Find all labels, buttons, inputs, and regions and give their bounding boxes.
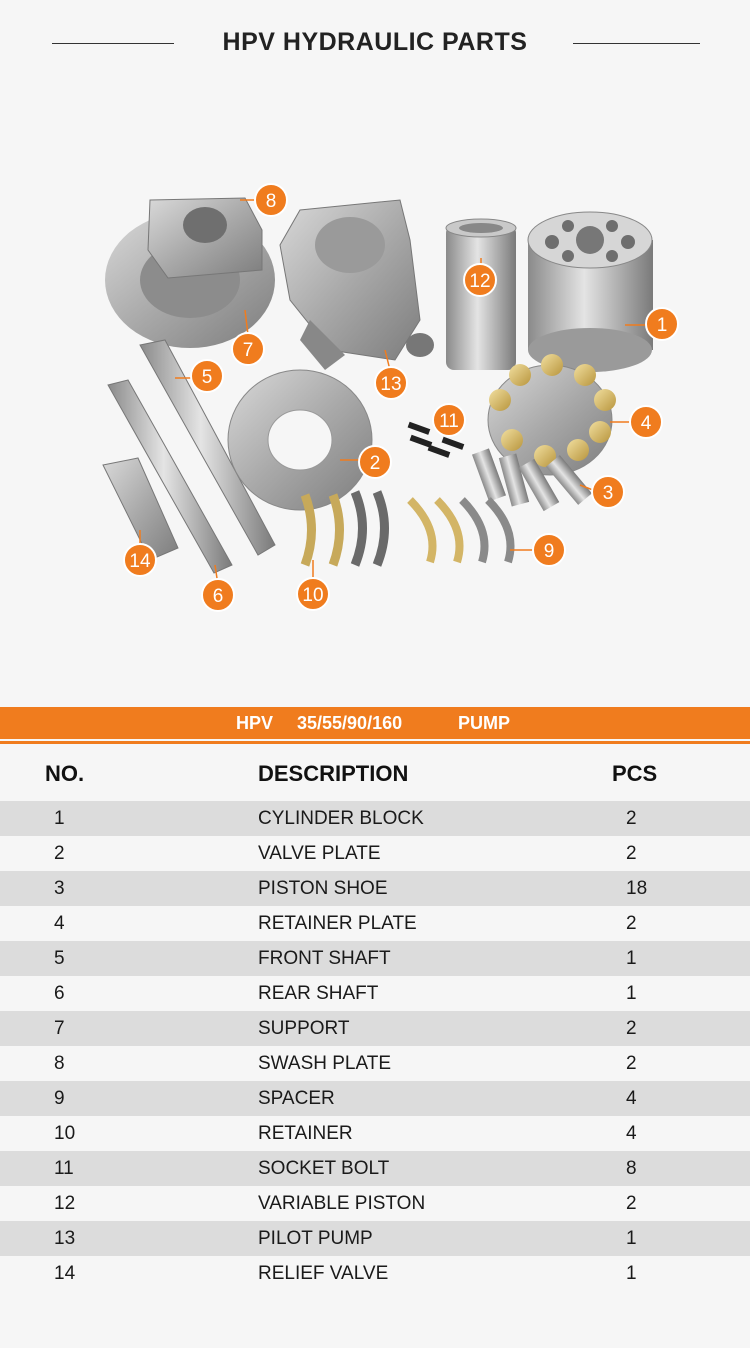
header-no: NO. xyxy=(45,761,85,786)
banner-type: PUMP xyxy=(458,713,511,733)
cell-description: REAR SHAFT xyxy=(258,983,379,1004)
banner-model: HPV xyxy=(236,713,274,733)
cell-description: SWASH PLATE xyxy=(258,1053,392,1074)
cell-no: 6 xyxy=(54,983,65,1004)
svg-text:4: 4 xyxy=(640,413,652,434)
table-row xyxy=(0,871,750,906)
cell-no: 13 xyxy=(54,1228,76,1249)
cell-pcs: 2 xyxy=(626,1193,637,1214)
cell-pcs: 4 xyxy=(626,1088,637,1109)
callout-14 xyxy=(124,544,156,576)
table-row xyxy=(0,1116,750,1151)
callout-3 xyxy=(592,476,624,508)
cell-pcs: 2 xyxy=(626,1053,637,1074)
cell-no: 1 xyxy=(54,808,65,829)
table-row xyxy=(0,1011,750,1046)
cell-pcs: 1 xyxy=(626,1263,637,1284)
cell-description: RELIEF VALVE xyxy=(258,1263,389,1284)
svg-text:3: 3 xyxy=(602,483,614,504)
callout-6 xyxy=(202,579,234,611)
svg-text:5: 5 xyxy=(201,367,213,388)
cell-no: 12 xyxy=(54,1193,76,1214)
page-header xyxy=(0,0,750,90)
cell-no: 8 xyxy=(54,1053,65,1074)
svg-text:13: 13 xyxy=(380,374,402,395)
valve-plate-part xyxy=(228,370,372,510)
callout-13 xyxy=(375,367,407,399)
callout-1 xyxy=(646,308,678,340)
cell-no: 7 xyxy=(54,1018,65,1039)
svg-text:8: 8 xyxy=(265,191,277,212)
cell-no: 10 xyxy=(54,1123,76,1144)
table-row xyxy=(0,976,750,1011)
cell-no: 11 xyxy=(54,1158,74,1179)
callout-2 xyxy=(359,446,391,478)
callout-11 xyxy=(433,404,465,436)
table-row xyxy=(0,1046,750,1081)
swash-plate-part xyxy=(148,198,262,278)
callout-4 xyxy=(630,406,662,438)
callout-8 xyxy=(255,184,287,216)
cell-description: VALVE PLATE xyxy=(258,843,381,864)
svg-text:1: 1 xyxy=(656,315,668,336)
page-title: HPV HYDRAULIC PARTS xyxy=(222,28,528,56)
table-row xyxy=(0,836,750,871)
cell-pcs: 8 xyxy=(626,1158,637,1179)
cell-pcs: 2 xyxy=(626,1018,637,1039)
cylinder-block-part xyxy=(528,212,653,372)
cell-pcs: 2 xyxy=(626,913,637,934)
cell-description: VARIABLE PISTON xyxy=(258,1193,426,1214)
callout-5 xyxy=(191,360,223,392)
table-row xyxy=(0,906,750,941)
spacer-part xyxy=(410,500,511,562)
cell-pcs: 1 xyxy=(626,1228,637,1249)
cell-pcs: 4 xyxy=(626,1123,637,1144)
table-row xyxy=(0,1221,750,1256)
header-pcs: PCS xyxy=(612,761,658,786)
table-row xyxy=(0,1186,750,1221)
cell-description: PISTON SHOE xyxy=(258,878,388,899)
svg-text:9: 9 xyxy=(543,541,555,562)
svg-text:12: 12 xyxy=(469,271,491,292)
cell-description: CYLINDER BLOCK xyxy=(258,808,424,829)
table-row xyxy=(0,1151,750,1186)
svg-text:6: 6 xyxy=(212,586,224,607)
cell-no: 9 xyxy=(54,1088,65,1109)
callout-7 xyxy=(232,333,264,365)
callout-9 xyxy=(533,534,565,566)
parts-exploded-illustration xyxy=(0,150,750,630)
cell-description: SOCKET BOLT xyxy=(258,1158,390,1179)
table-row xyxy=(0,1081,750,1116)
parts-drawing xyxy=(0,150,750,630)
callout-10 xyxy=(297,578,329,610)
svg-text:14: 14 xyxy=(129,551,151,572)
cell-no: 4 xyxy=(54,913,65,934)
cell-description: RETAINER PLATE xyxy=(258,913,417,934)
cell-description: FRONT SHAFT xyxy=(258,948,391,969)
cell-description: PILOT PUMP xyxy=(258,1228,373,1249)
cell-pcs: 1 xyxy=(626,948,637,969)
cell-description: RETAINER xyxy=(258,1123,353,1144)
parts-table xyxy=(0,744,750,1291)
banner-sizes: 35/55/90/160 xyxy=(297,713,403,733)
table-row xyxy=(0,801,750,836)
table-body xyxy=(0,801,750,1291)
svg-text:7: 7 xyxy=(242,340,254,361)
cell-description: SUPPORT xyxy=(258,1018,350,1039)
cell-no: 3 xyxy=(54,878,65,899)
cell-pcs: 1 xyxy=(626,983,637,1004)
cell-description: SPACER xyxy=(258,1088,335,1109)
svg-text:2: 2 xyxy=(369,453,381,474)
cell-no: 14 xyxy=(54,1263,76,1284)
svg-text:10: 10 xyxy=(302,585,324,606)
model-banner xyxy=(0,707,750,739)
header-description: DESCRIPTION xyxy=(258,761,409,786)
cell-pcs: 2 xyxy=(626,843,637,864)
table-row xyxy=(0,1256,750,1291)
cell-pcs: 2 xyxy=(626,808,637,829)
svg-text:11: 11 xyxy=(439,411,459,432)
cell-pcs: 18 xyxy=(626,878,648,899)
cell-no: 2 xyxy=(54,843,65,864)
pilot-pump-part xyxy=(280,200,434,370)
callout-12 xyxy=(464,264,496,296)
cell-no: 5 xyxy=(54,948,65,969)
header-rule-right xyxy=(573,43,700,44)
table-row xyxy=(0,941,750,976)
table-header xyxy=(0,744,750,801)
